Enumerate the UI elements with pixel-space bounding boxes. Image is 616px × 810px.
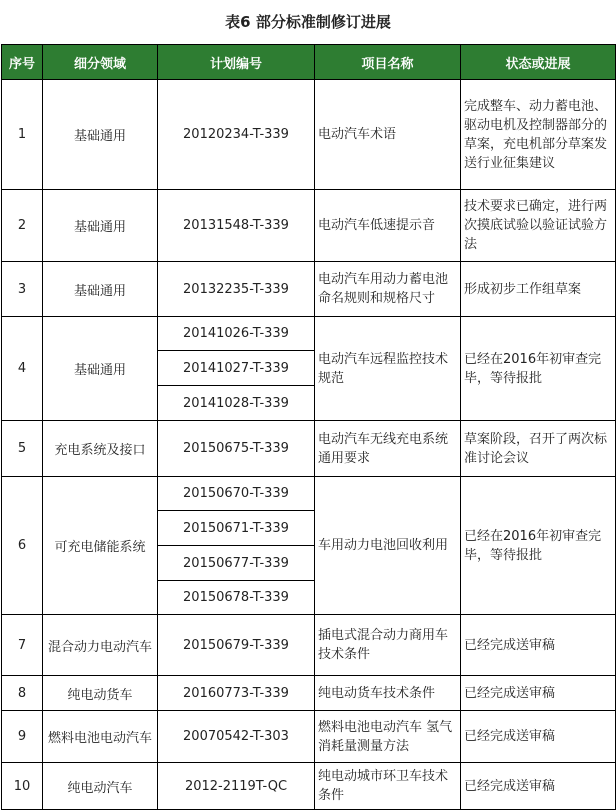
cell-status: 已经完成送审稿 [461,763,616,810]
cell-no: 5 [2,421,43,477]
cell-no: 10 [2,763,43,810]
header-row [2,45,616,80]
table-title: 表6 部分标准制修订进展 [225,13,391,31]
cell-plan-code: 20150671-T-339 [158,511,315,546]
standards-table [1,44,616,810]
cell-no: 6 [2,477,43,615]
cell-no: 8 [2,676,43,711]
cell-field: 燃料电池电动汽车 [43,711,158,763]
cell-no: 1 [2,80,43,190]
cell-project-name: 电动汽车低速提示音 [315,190,461,262]
cell-field: 基础通用 [43,262,158,317]
cell-project-name: 车用动力电池回收利用 [315,477,461,615]
cell-plan-code: 20150678-T-339 [158,581,315,615]
header-status: 状态或进展 [461,45,616,80]
cell-field: 基础通用 [43,190,158,262]
cell-no: 3 [2,262,43,317]
table-row [2,421,616,477]
cell-plan-code: 20120234-T-339 [158,80,315,190]
cell-status: 已经完成送审稿 [461,615,616,676]
table-row [2,711,616,763]
cell-project-name: 电动汽车术语 [315,80,461,190]
cell-plan-code: 20150679-T-339 [158,615,315,676]
table-row [2,190,616,262]
cell-plan-code: 2012-2119T-QC [158,763,315,810]
cell-no: 4 [2,317,43,421]
header-no: 序号 [2,45,43,80]
cell-status: 完成整车、动力蓄电池、驱动电机及控制器部分的草案，充电机部分草案发送行业征集建议 [461,80,616,190]
cell-no: 2 [2,190,43,262]
cell-project-name: 插电式混合动力商用车技术条件 [315,615,461,676]
cell-field: 充电系统及接口 [43,421,158,477]
cell-plan-code: 20150675-T-339 [158,421,315,477]
cell-project-name: 燃料电池电动汽车 氢气消耗量测量方法 [315,711,461,763]
cell-project-name: 电动汽车远程监控技术规范 [315,317,461,421]
table-row [2,615,616,676]
cell-plan-code: 20131548-T-339 [158,190,315,262]
cell-plan-code: 20160773-T-339 [158,676,315,711]
cell-project-name: 电动汽车用动力蓄电池命名规则和规格尺寸 [315,262,461,317]
header-field: 细分领域 [43,45,158,80]
cell-status: 形成初步工作组草案 [461,262,616,317]
cell-plan-code: 20150670-T-339 [158,477,315,511]
cell-plan-code: 20070542-T-303 [158,711,315,763]
cell-project-name: 纯电动货车技术条件 [315,676,461,711]
cell-no: 9 [2,711,43,763]
table-row [2,477,616,511]
cell-no: 7 [2,615,43,676]
table-row [2,262,616,317]
cell-status: 草案阶段，召开了两次标准讨论会议 [461,421,616,477]
cell-status: 技术要求已确定，进行两次摸底试验以验证试验方法 [461,190,616,262]
cell-field: 混合动力电动汽车 [43,615,158,676]
cell-field: 纯电动汽车 [43,763,158,810]
cell-field: 可充电储能系统 [43,477,158,615]
cell-plan-code: 20132235-T-339 [158,262,315,317]
cell-status: 已经在2016年初审查完毕，等待报批 [461,317,616,421]
cell-field: 纯电动货车 [43,676,158,711]
cell-status: 已经在2016年初审查完毕，等待报批 [461,477,616,615]
cell-status: 已经完成送审稿 [461,676,616,711]
cell-plan-code: 20141028-T-339 [158,386,315,421]
cell-field: 基础通用 [43,317,158,421]
cell-status: 已经完成送审稿 [461,711,616,763]
header-project-name: 项目名称 [315,45,461,80]
cell-plan-code: 20141026-T-339 [158,317,315,351]
header-plan-code: 计划编号 [158,45,315,80]
cell-field: 基础通用 [43,80,158,190]
cell-project-name: 纯电动城市环卫车技术条件 [315,763,461,810]
cell-plan-code: 20141027-T-339 [158,351,315,386]
table-row [2,763,616,810]
table-row [2,676,616,711]
table-row [2,80,616,190]
table-row [2,317,616,351]
cell-plan-code: 20150677-T-339 [158,546,315,581]
cell-project-name: 电动汽车无线充电系统通用要求 [315,421,461,477]
